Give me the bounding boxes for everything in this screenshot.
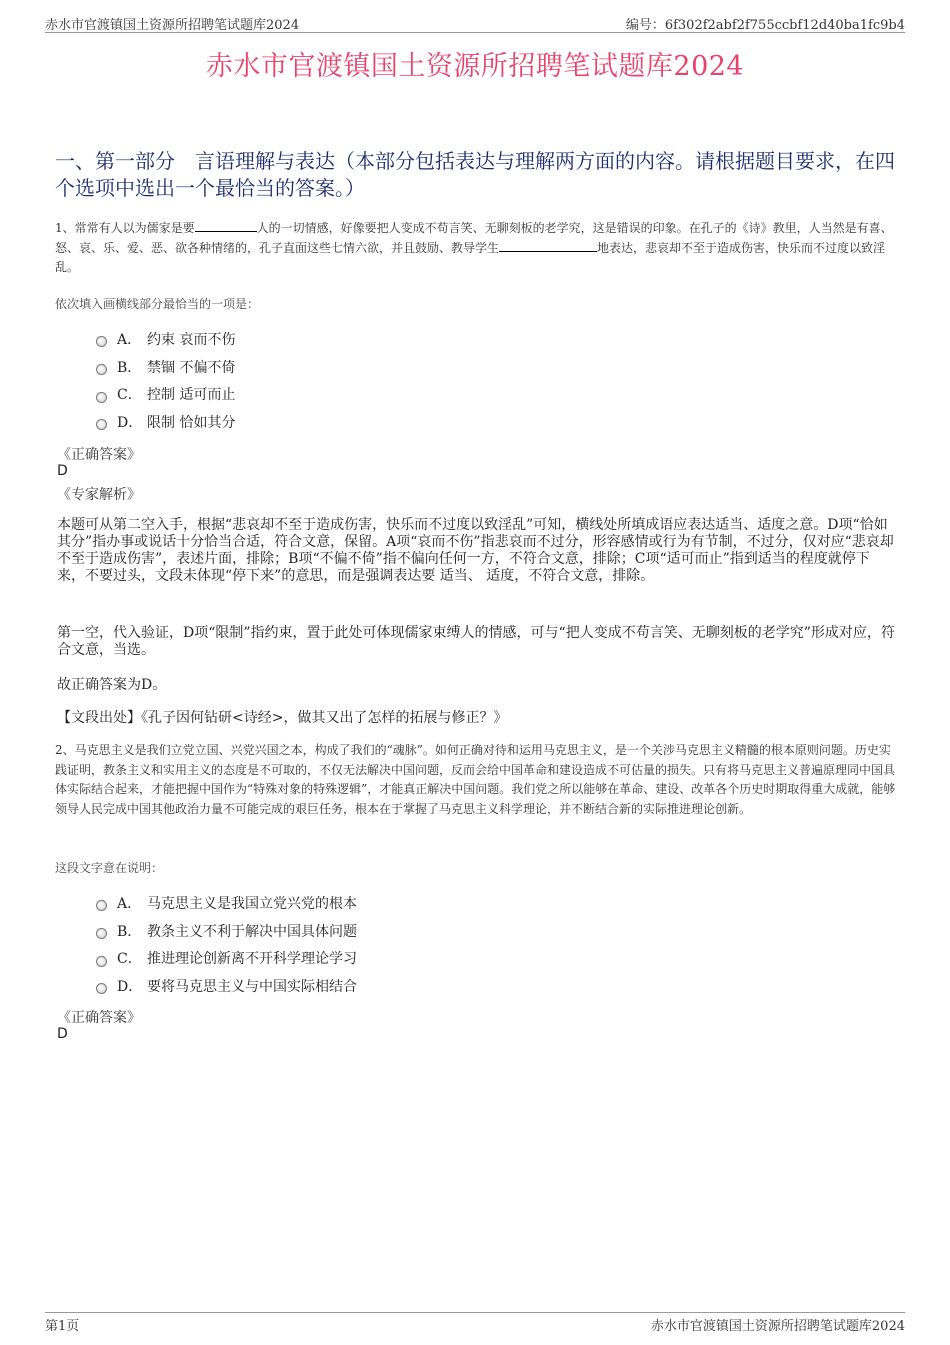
option-c[interactable] [96, 380, 235, 408]
question-1-text-part: 地表达，悲哀却不至于造成伤害，快乐而不过度以致淫乱。 [55, 240, 886, 274]
page-header [45, 14, 905, 33]
option-text: 约束 哀而不伤 [147, 331, 236, 348]
option-letter: B． [117, 923, 142, 940]
analysis-paragraph: 第一空，代入验证，D项“限制”指约束，置于此处可体现儒家束缚人的情感，可与“把人变成不苟言笑、无聊刻板的老学究”形成对应，符合文意，当选。 [57, 625, 895, 658]
question-1-text [55, 219, 898, 278]
option-letter: D． [117, 978, 143, 995]
option-text: 要将马克思主义与中国实际相结合 [147, 978, 357, 995]
radio-button-icon[interactable] [96, 392, 107, 403]
correct-answer-label: 《正确答案》 [57, 1010, 141, 1026]
radio-button-icon[interactable] [96, 983, 107, 994]
question-2-text: 2、马克思主义是我们立党立国、兴党兴国之本，构成了我们的“魂脉”。如何正确对待和运用马克思主义，是一个关涉马克思主义精髓的根本原则问题。历史实践证明，教条主义和实用主义的态度是不可取的，不仅无法解决中国问题，反而会给中国革命和建设造成不可估量的损失。只有将马克思主义普遍原理同中国具体实际结合起来，才能把握中国作为“特殊对象的特殊逻辑”，才能真正解决中国问题。我们党之所以能够在革命、建设、改革各个历史时期取得重大成就，能够领导人民完成中国其他政治力量不可能完成的艰巨任务，根本在于掌握了马克思主义科学理论，并不断结合新的实际推进理论创新。 [55, 743, 896, 816]
question-1-options [96, 325, 235, 436]
option-letter: A． [117, 895, 142, 912]
option-letter: C． [117, 387, 142, 404]
option-text: 控制 适可而止 [147, 387, 236, 404]
option-d[interactable] [96, 972, 357, 1000]
option-d[interactable] [96, 408, 235, 436]
option-a[interactable] [96, 889, 357, 917]
header-title: 赤水市官渡镇国土资源所招聘笔试题库2024 [45, 18, 300, 33]
analysis-paragraph: 本题可从第二空入手，根据“悲哀却不至于造成伤害，快乐而不过度以致淫乱”可知，横线处所填成语应表达适当、适度之意。D项“恰如其分”指办事或说话十分恰当合适，符合文意，保留。A项“哀而不伤”指悲哀而不过分，形容感情或行为有节制，不过分，仅对应“悲哀却不至于造成伤害”，表述片面，排除；B项“不偏不倚”指不偏向任何一方，不符合文意，排除；C项“适可而止”指到适当的程度就停下来，不要过头，文段未体现“停下来”的意思，而是强调表达要 适当、 适度，不符合文意，排除。 [57, 517, 894, 584]
analysis-conclusion: 故正确答案为D。 [57, 677, 167, 693]
radio-button-icon[interactable] [96, 956, 107, 967]
radio-button-icon[interactable] [96, 336, 107, 347]
question-2-options [96, 889, 357, 1000]
option-c[interactable] [96, 944, 357, 972]
section-heading: 一、第一部分 言语理解与表达（本部分包括表达与理解两方面的内容。请根据题目要求，在四个选项中选出一个最恰当的答案。） [55, 149, 895, 200]
page-footer [45, 1312, 905, 1334]
page-number: 第1页 [45, 1319, 80, 1334]
fill-blank [195, 219, 257, 232]
correct-answer-value: D [57, 1026, 68, 1042]
option-text: 禁锢 不偏不倚 [147, 359, 236, 376]
option-b[interactable] [96, 917, 357, 945]
expert-analysis-label: 《专家解析》 [57, 487, 141, 503]
option-b[interactable] [96, 353, 235, 381]
correct-answer-label: 《正确答案》 [57, 447, 141, 463]
option-letter: B． [117, 359, 142, 376]
question-1-text-part: 1、常常有人以为儒家是要 [55, 221, 195, 235]
footer-title: 赤水市官渡镇国土资源所招聘笔试题库2024 [650, 1319, 905, 1334]
radio-button-icon[interactable] [96, 419, 107, 430]
option-text: 推进理论创新离不开科学理论学习 [147, 951, 357, 968]
option-text: 马克思主义是我国立党兴党的根本 [147, 895, 357, 912]
option-letter: D． [117, 414, 143, 431]
option-letter: A． [117, 331, 142, 348]
option-a[interactable] [96, 325, 235, 353]
source-citation: 【文段出处】《孔子因何钻研<诗经>，做其又出了怎样的拓展与修正？》 [57, 710, 508, 726]
option-letter: C． [117, 951, 142, 968]
question-1-text-part: 人的一切情感，好像要把人变成不苟言笑、无聊刻板的老学究，这是错误的印象。在孔子的《诗》教里，人当然是有喜、怒、哀、乐、爱、恶、欲各种情绪的，孔子直面这些七情六欲，并且鼓励、教导学生 [55, 221, 893, 255]
option-text: 限制 恰如其分 [147, 414, 236, 431]
question-1-prompt: 依次填入画横线部分最恰当的一项是： [55, 297, 260, 311]
header-doc-id: 编号：6f302f2abf2f755ccbf12d40ba1fc9b4 [625, 18, 905, 33]
radio-button-icon[interactable] [96, 364, 107, 375]
radio-button-icon[interactable] [96, 928, 107, 939]
fill-blank [499, 239, 597, 252]
option-text: 教条主义不利于解决中国具体问题 [147, 923, 357, 940]
radio-button-icon[interactable] [96, 900, 107, 911]
correct-answer-value: D [57, 463, 68, 479]
question-2-prompt: 这段文字意在说明： [55, 861, 164, 875]
document-title: 赤水市官渡镇国土资源所招聘笔试题库2024 [205, 51, 745, 82]
